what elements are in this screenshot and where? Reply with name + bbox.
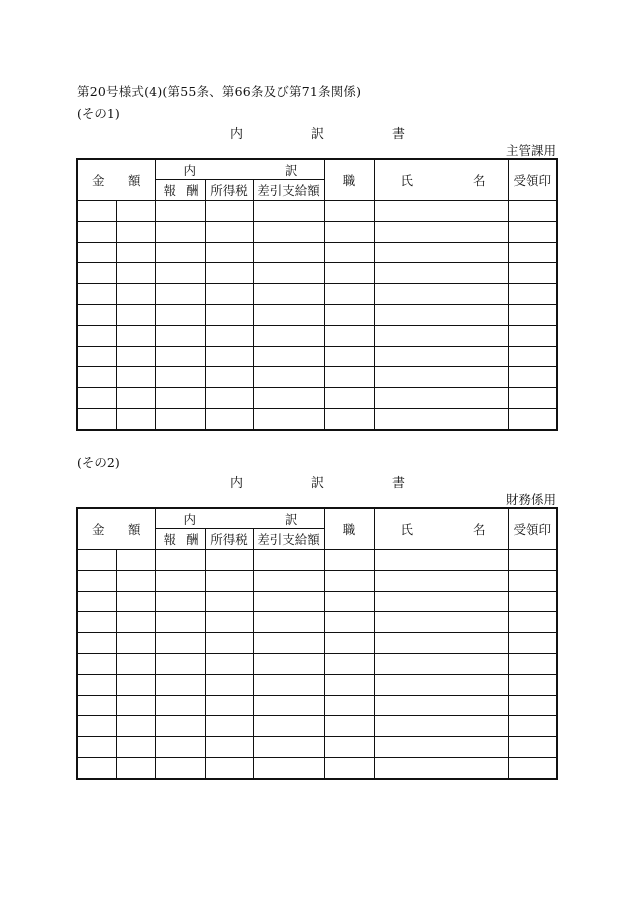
receipt-seal-cell[interactable] (508, 221, 557, 242)
position-cell[interactable] (324, 388, 374, 409)
amount-cell-2[interactable] (116, 633, 155, 654)
remuneration-cell[interactable] (155, 550, 205, 571)
table-row (77, 346, 557, 367)
position-cell[interactable] (324, 367, 374, 388)
name-cell[interactable] (374, 612, 508, 633)
amount-cell-2[interactable] (116, 757, 155, 778)
part-1-heading (230, 123, 405, 142)
table-row (77, 221, 557, 242)
amount-cell-2[interactable] (116, 695, 155, 716)
amount-cell-1[interactable] (77, 653, 116, 674)
amount-cell-1[interactable] (77, 716, 116, 737)
heading-char-uchi: 内 (230, 127, 244, 142)
header-position: 職 (324, 159, 374, 201)
position-cell[interactable] (324, 304, 374, 325)
name-cell[interactable] (374, 674, 508, 695)
name-cell[interactable] (374, 388, 508, 409)
amount-cell-2[interactable] (116, 367, 155, 388)
table-row (77, 716, 557, 737)
amount-cell-1[interactable] (77, 612, 116, 633)
header-receipt-seal: 受領印 (508, 508, 557, 550)
receipt-seal-cell[interactable] (508, 325, 557, 346)
remuneration-cell[interactable] (155, 388, 205, 409)
net-payment-cell[interactable] (253, 633, 324, 654)
remuneration-cell[interactable] (155, 612, 205, 633)
amount-cell-2[interactable] (116, 346, 155, 367)
header-name: 氏 名 (374, 508, 508, 550)
income-tax-cell[interactable] (205, 408, 253, 429)
position-cell[interactable] (324, 550, 374, 571)
income-tax-cell[interactable] (205, 612, 253, 633)
amount-cell-2[interactable] (116, 221, 155, 242)
remuneration-cell[interactable] (155, 263, 205, 284)
amount-cell-1[interactable] (77, 263, 116, 284)
receipt-seal-cell[interactable] (508, 304, 557, 325)
income-tax-cell[interactable] (205, 388, 253, 409)
position-cell[interactable] (324, 633, 374, 654)
heading-char-uchi: 内 (230, 476, 244, 491)
name-cell[interactable] (374, 653, 508, 674)
heading-char-wake: 訳 (310, 127, 324, 142)
income-tax-cell[interactable] (205, 284, 253, 305)
amount-cell-1[interactable] (77, 674, 116, 695)
amount-cell-2[interactable] (116, 263, 155, 284)
net-payment-cell[interactable] (253, 284, 324, 305)
income-tax-cell[interactable] (205, 633, 253, 654)
net-payment-cell[interactable] (253, 570, 324, 591)
receipt-seal-cell[interactable] (508, 201, 557, 222)
income-tax-cell[interactable] (205, 695, 253, 716)
table-row (77, 388, 557, 409)
net-payment-cell[interactable] (253, 757, 324, 778)
income-tax-cell[interactable] (205, 591, 253, 612)
receipt-seal-cell[interactable] (508, 633, 557, 654)
header-name: 氏 名 (374, 159, 508, 201)
name-cell[interactable] (374, 221, 508, 242)
net-payment-cell[interactable] (253, 325, 324, 346)
income-tax-cell[interactable] (205, 304, 253, 325)
amount-cell-2[interactable] (116, 737, 155, 758)
net-payment-cell[interactable] (253, 304, 324, 325)
position-cell[interactable] (324, 716, 374, 737)
remuneration-cell[interactable] (155, 674, 205, 695)
receipt-seal-cell[interactable] (508, 550, 557, 571)
receipt-seal-cell[interactable] (508, 284, 557, 305)
position-cell[interactable] (324, 263, 374, 284)
position-cell[interactable] (324, 757, 374, 778)
net-payment-cell[interactable] (253, 242, 324, 263)
receipt-seal-cell[interactable] (508, 674, 557, 695)
amount-cell-1[interactable] (77, 367, 116, 388)
position-cell[interactable] (324, 653, 374, 674)
name-cell[interactable] (374, 325, 508, 346)
position-cell[interactable] (324, 408, 374, 429)
net-payment-cell[interactable] (253, 591, 324, 612)
net-payment-cell[interactable] (253, 716, 324, 737)
receipt-seal-cell[interactable] (508, 716, 557, 737)
amount-cell-2[interactable] (116, 408, 155, 429)
name-cell[interactable] (374, 242, 508, 263)
position-cell[interactable] (324, 695, 374, 716)
net-payment-cell[interactable] (253, 674, 324, 695)
name-cell[interactable] (374, 408, 508, 429)
name-cell[interactable] (374, 550, 508, 571)
amount-cell-1[interactable] (77, 633, 116, 654)
amount-cell-2[interactable] (116, 284, 155, 305)
amount-cell-1[interactable] (77, 242, 116, 263)
name-cell[interactable] (374, 737, 508, 758)
table-row (77, 550, 557, 571)
amount-cell-2[interactable] (116, 242, 155, 263)
table-row (77, 633, 557, 654)
header-amount: 金 額 (77, 508, 155, 550)
table-row (77, 570, 557, 591)
header-income-tax: 所得税 (205, 529, 253, 550)
receipt-seal-cell[interactable] (508, 346, 557, 367)
name-cell[interactable] (374, 695, 508, 716)
income-tax-cell[interactable] (205, 242, 253, 263)
income-tax-cell[interactable] (205, 325, 253, 346)
receipt-seal-cell[interactable] (508, 695, 557, 716)
remuneration-cell[interactable] (155, 346, 205, 367)
receipt-seal-cell[interactable] (508, 367, 557, 388)
amount-cell-2[interactable] (116, 201, 155, 222)
header-breakdown: 内 訳 (155, 159, 324, 180)
header-income-tax: 所得税 (205, 180, 253, 201)
position-cell[interactable] (324, 737, 374, 758)
net-payment-cell[interactable] (253, 263, 324, 284)
amount-cell-1[interactable] (77, 388, 116, 409)
amount-cell-1[interactable] (77, 408, 116, 429)
header-net-payment: 差引支給額 (253, 529, 324, 550)
net-payment-cell[interactable] (253, 221, 324, 242)
net-payment-cell[interactable] (253, 367, 324, 388)
amount-cell-2[interactable] (116, 570, 155, 591)
income-tax-cell[interactable] (205, 550, 253, 571)
amount-cell-1[interactable] (77, 695, 116, 716)
position-cell[interactable] (324, 242, 374, 263)
remuneration-cell[interactable] (155, 325, 205, 346)
name-cell[interactable] (374, 263, 508, 284)
remuneration-cell[interactable] (155, 284, 205, 305)
income-tax-cell[interactable] (205, 716, 253, 737)
remuneration-cell[interactable] (155, 695, 205, 716)
part-1-dept-label: 主管課用 (505, 143, 556, 158)
net-payment-cell[interactable] (253, 408, 324, 429)
part-2-label: (その2) (77, 455, 120, 470)
amount-cell-1[interactable] (77, 346, 116, 367)
table-row (77, 325, 557, 346)
amount-cell-1[interactable] (77, 591, 116, 612)
receipt-seal-cell[interactable] (508, 653, 557, 674)
amount-cell-2[interactable] (116, 716, 155, 737)
name-cell[interactable] (374, 591, 508, 612)
net-payment-cell[interactable] (253, 201, 324, 222)
income-tax-cell[interactable] (205, 263, 253, 284)
receipt-seal-cell[interactable] (508, 388, 557, 409)
amount-cell-1[interactable] (77, 284, 116, 305)
amount-cell-1[interactable] (77, 550, 116, 571)
table-row (77, 408, 557, 429)
name-cell[interactable] (374, 284, 508, 305)
position-cell[interactable] (324, 325, 374, 346)
amount-cell-2[interactable] (116, 304, 155, 325)
table-row (77, 757, 557, 778)
net-payment-cell[interactable] (253, 550, 324, 571)
amount-cell-1[interactable] (77, 757, 116, 778)
remuneration-cell[interactable] (155, 408, 205, 429)
income-tax-cell[interactable] (205, 201, 253, 222)
receipt-seal-cell[interactable] (508, 263, 557, 284)
heading-char-sho: 書 (391, 127, 405, 142)
table-row (77, 263, 557, 284)
table-row (77, 284, 557, 305)
part-1-table (76, 158, 558, 431)
amount-cell-2[interactable] (116, 653, 155, 674)
table-row (77, 674, 557, 695)
header-amount: 金 額 (77, 159, 155, 201)
position-cell[interactable] (324, 221, 374, 242)
name-cell[interactable] (374, 570, 508, 591)
amount-cell-1[interactable] (77, 201, 116, 222)
name-cell[interactable] (374, 716, 508, 737)
part-2-dept-label: 財務係用 (505, 492, 556, 507)
part-2-heading (230, 472, 405, 491)
amount-cell-2[interactable] (116, 674, 155, 695)
net-payment-cell[interactable] (253, 388, 324, 409)
table-row (77, 201, 557, 222)
income-tax-cell[interactable] (205, 221, 253, 242)
name-cell[interactable] (374, 757, 508, 778)
table-header (77, 508, 557, 550)
income-tax-cell[interactable] (205, 737, 253, 758)
remuneration-cell[interactable] (155, 367, 205, 388)
header-remuneration: 報 酬 (155, 180, 205, 201)
income-tax-cell[interactable] (205, 367, 253, 388)
position-cell[interactable] (324, 591, 374, 612)
name-cell[interactable] (374, 304, 508, 325)
remuneration-cell[interactable] (155, 242, 205, 263)
position-cell[interactable] (324, 570, 374, 591)
name-cell[interactable] (374, 346, 508, 367)
table-row (77, 242, 557, 263)
table-row (77, 367, 557, 388)
receipt-seal-cell[interactable] (508, 242, 557, 263)
remuneration-cell[interactable] (155, 304, 205, 325)
receipt-seal-cell[interactable] (508, 591, 557, 612)
amount-cell-2[interactable] (116, 612, 155, 633)
remuneration-cell[interactable] (155, 633, 205, 654)
table-row (77, 653, 557, 674)
heading-char-wake: 訳 (310, 476, 324, 491)
amount-cell-1[interactable] (77, 570, 116, 591)
amount-cell-2[interactable] (116, 388, 155, 409)
net-payment-cell[interactable] (253, 737, 324, 758)
form-title: 第20号様式(4)(第55条、第66条及び第71条関係) (77, 84, 362, 99)
amount-cell-1[interactable] (77, 304, 116, 325)
receipt-seal-cell[interactable] (508, 757, 557, 778)
remuneration-cell[interactable] (155, 201, 205, 222)
remuneration-cell[interactable] (155, 570, 205, 591)
position-cell[interactable] (324, 201, 374, 222)
net-payment-cell[interactable] (253, 653, 324, 674)
heading-char-sho: 書 (391, 476, 405, 491)
receipt-seal-cell[interactable] (508, 408, 557, 429)
income-tax-cell[interactable] (205, 346, 253, 367)
table-row (77, 304, 557, 325)
table-body (77, 201, 557, 430)
remuneration-cell[interactable] (155, 737, 205, 758)
name-cell[interactable] (374, 201, 508, 222)
part-2-table (76, 507, 558, 780)
table-body (77, 550, 557, 779)
position-cell[interactable] (324, 284, 374, 305)
remuneration-cell[interactable] (155, 757, 205, 778)
receipt-seal-cell[interactable] (508, 570, 557, 591)
amount-cell-1[interactable] (77, 325, 116, 346)
header-breakdown: 内 訳 (155, 508, 324, 529)
income-tax-cell[interactable] (205, 674, 253, 695)
name-cell[interactable] (374, 633, 508, 654)
amount-cell-2[interactable] (116, 591, 155, 612)
header-position: 職 (324, 508, 374, 550)
table-row (77, 737, 557, 758)
income-tax-cell[interactable] (205, 653, 253, 674)
remuneration-cell[interactable] (155, 653, 205, 674)
net-payment-cell[interactable] (253, 346, 324, 367)
header-net-payment: 差引支給額 (253, 180, 324, 201)
table-row (77, 612, 557, 633)
remuneration-cell[interactable] (155, 716, 205, 737)
header-receipt-seal: 受領印 (508, 159, 557, 201)
header-remuneration: 報 酬 (155, 529, 205, 550)
amount-cell-1[interactable] (77, 221, 116, 242)
income-tax-cell[interactable] (205, 570, 253, 591)
table-row (77, 591, 557, 612)
receipt-seal-cell[interactable] (508, 612, 557, 633)
remuneration-cell[interactable] (155, 221, 205, 242)
name-cell[interactable] (374, 367, 508, 388)
table-header (77, 159, 557, 201)
net-payment-cell[interactable] (253, 612, 324, 633)
amount-cell-1[interactable] (77, 737, 116, 758)
income-tax-cell[interactable] (205, 757, 253, 778)
position-cell[interactable] (324, 674, 374, 695)
position-cell[interactable] (324, 346, 374, 367)
remuneration-cell[interactable] (155, 591, 205, 612)
table-row (77, 695, 557, 716)
part-1-label: (その1) (77, 106, 120, 121)
net-payment-cell[interactable] (253, 695, 324, 716)
position-cell[interactable] (324, 612, 374, 633)
receipt-seal-cell[interactable] (508, 737, 557, 758)
amount-cell-2[interactable] (116, 325, 155, 346)
amount-cell-2[interactable] (116, 550, 155, 571)
